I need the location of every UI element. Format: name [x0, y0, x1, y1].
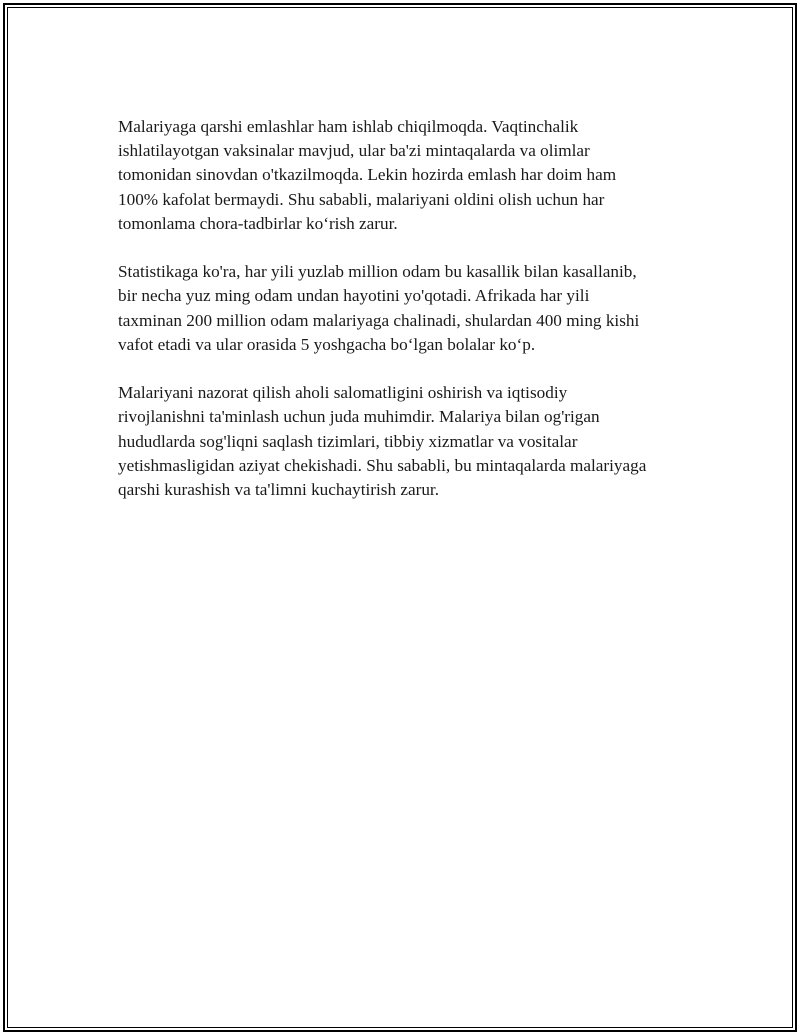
document-body — [118, 115, 698, 526]
paragraph-control: Malariyani nazorat qilish aholi salomatligini oshirish va iqtisodiy rivojlanishni ta'minlash uchun juda muhimdir. Malariya bilan og'rigan hududlarda sog'liqni saqlash tizimlari, tibbiy xizmatlar va vositalar yetishmasligidan aziyat chekishadi. Shu sababli, bu mintaqalarda malariyaga qarshi kurashish va ta'limni kuchaytirish zarur. — [118, 383, 647, 500]
paragraph-vaccines: Malariyaga qarshi emlashlar ham ishlab chiqilmoqda. Vaqtinchalik ishlatilayotgan vaksinalar mavjud, ular ba'zi mintaqalarda va olimlar tomonidan sinovdan o'tkazilmoqda. Lekin hozirda emlash har doim ham 100% kafolat bermaydi. Shu sababli, malariyani oldini olish uchun har tomonlama chora-tadbirlar ko‘rish zarur. — [118, 117, 617, 233]
paragraph-statistics: Statistikaga ko'ra, har yili yuzlab million odam bu kasallik bilan kasallanib, bir necha yuz ming odam undan hayotini yo'qotadi. Afrikada har yili taxminan 200 million odam malariyaga chalinadi, shulardan 400 ming kishi vafot etadi va ular orasida 5 yoshgacha bo‘lgan bolalar ko‘p. — [118, 262, 640, 354]
